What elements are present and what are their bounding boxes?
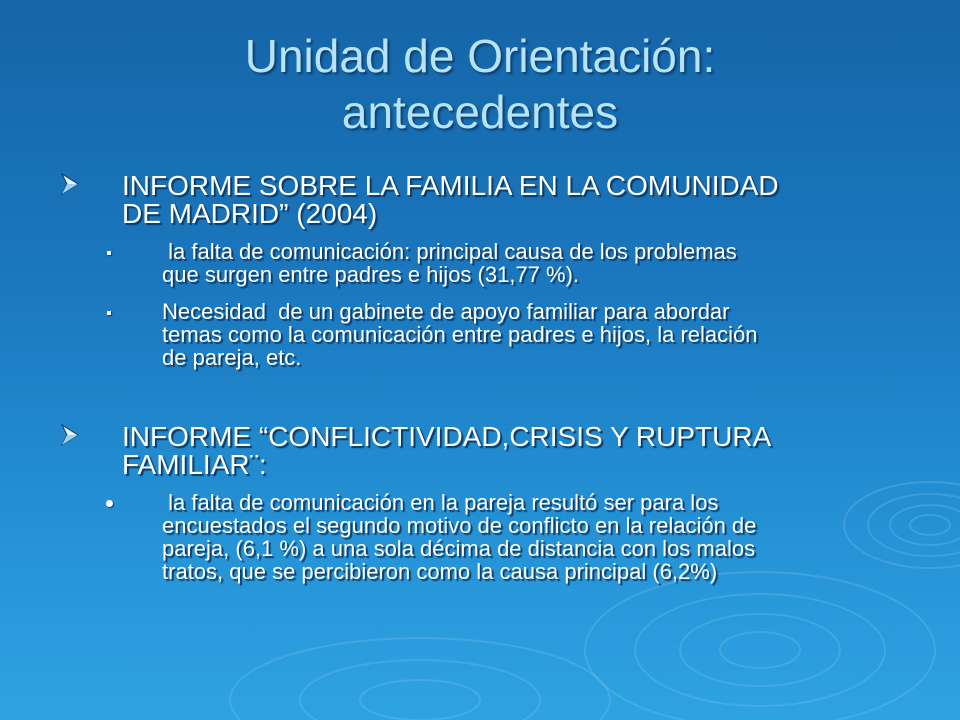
list-item-line-3: pareja, (6,1 %) a una sola décima de distancia con los malos bbox=[162, 536, 756, 561]
list-item-line-2: encuestados el segundo motivo de conflicto en la relación de bbox=[162, 513, 757, 538]
list-item-falta-comunicacion-pareja bbox=[104, 491, 904, 583]
section-heading-informe-familia bbox=[60, 172, 920, 228]
list-item-line-1: la falta de comunicación: principal causa de los problemas bbox=[162, 239, 737, 264]
list-item-line-2: que surgen entre padres e hijos (31,77 %). bbox=[162, 262, 580, 287]
section-heading-line-2: FAMILIAR¨: bbox=[122, 449, 267, 480]
arrow-bullet-icon bbox=[60, 173, 80, 195]
section-heading-line-2: DE MADRID” (2004) bbox=[122, 198, 378, 229]
slide-title bbox=[0, 28, 960, 140]
list-item-necesidad-gabinete bbox=[104, 300, 904, 369]
list-item-falta-comunicacion bbox=[104, 240, 904, 286]
slide-title-line-2: antecedentes bbox=[341, 86, 619, 138]
section-heading-informe-conflictividad bbox=[60, 423, 920, 479]
dot-bullet-icon bbox=[106, 500, 113, 507]
square-bullet-icon bbox=[107, 251, 111, 255]
arrow-bullet-icon bbox=[60, 424, 80, 446]
section-heading-line-1: INFORME “CONFLICTIVIDAD,CRISIS Y RUPTURA bbox=[122, 421, 772, 452]
list-item-line-4: tratos, que se percibieron como la causa principal (6,2%) bbox=[162, 559, 718, 584]
list-item-line-3: de pareja, etc. bbox=[162, 345, 302, 370]
list-item-line-1: Necesidad de un gabinete de apoyo familiar para abordar bbox=[162, 299, 730, 324]
list-item-line-2: temas como la comunicación entre padres e hijos, la relación bbox=[162, 322, 758, 347]
list-item-line-1: la falta de comunicación en la pareja resultó ser para los bbox=[162, 490, 719, 515]
section-heading-line-1: INFORME SOBRE LA FAMILIA EN LA COMUNIDAD bbox=[122, 170, 779, 201]
slide-title-line-1: Unidad de Orientación: bbox=[244, 30, 716, 82]
square-bullet-icon bbox=[107, 311, 111, 315]
